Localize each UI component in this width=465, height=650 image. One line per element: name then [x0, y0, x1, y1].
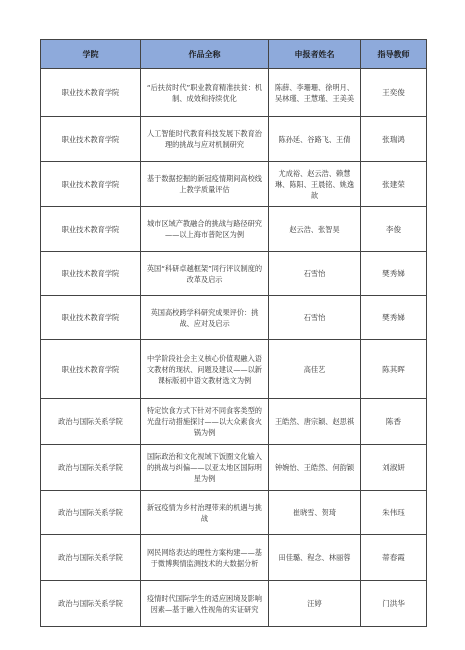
cell-names: 陈薛、李珊珊、徐明月、吴林瑾、王慧瑾、王美美: [269, 69, 361, 117]
table-row: [41, 581, 427, 627]
cell-title: 人工智能时代教育科技发展下教育治理的挑战与应对机制研究: [141, 117, 269, 162]
table-header: [41, 40, 427, 69]
cell-school: 职业技术教育学院: [41, 117, 141, 162]
cell-school: 政治与国际关系学院: [41, 445, 141, 491]
cell-names: 田佳璐、程念、林丽蓉: [269, 535, 361, 581]
table-row: [41, 445, 427, 491]
header-school: 学院: [41, 40, 141, 69]
cell-names: 陈孙延、谷路飞、王倩: [269, 117, 361, 162]
cell-title: 新冠疫情为乡村治理带来的机遇与挑战: [141, 491, 269, 535]
table-row: [41, 491, 427, 535]
cell-school: 政治与国际关系学院: [41, 581, 141, 627]
cell-advisor: 蒂春霞: [361, 535, 427, 581]
award-table: [40, 39, 427, 627]
cell-school: 职业技术教育学院: [41, 252, 141, 296]
header-title: 作品全称: [141, 40, 269, 69]
cell-title: 网民网络表达的理性方案构建——基于微博舆情监测技术的大数据分析: [141, 535, 269, 581]
table-row: [41, 535, 427, 581]
table-row: [41, 399, 427, 445]
cell-school: 职业技术教育学院: [41, 296, 141, 340]
cell-names: 尤成裕、赵云浩、赖慧琳、陈阳、王晨铭、姚逸歆: [269, 162, 361, 207]
cell-school: 职业技术教育学院: [41, 340, 141, 399]
cell-advisor: 张建荣: [361, 162, 427, 207]
cell-advisor: 樊秀娣: [361, 296, 427, 340]
cell-advisor: 樊秀娣: [361, 252, 427, 296]
header-row: [41, 40, 427, 69]
table-row: [41, 207, 427, 252]
cell-names: 王皓然、唐宗颖、赵思祺: [269, 399, 361, 445]
cell-advisor: 陈其晖: [361, 340, 427, 399]
cell-school: 政治与国际关系学院: [41, 535, 141, 581]
cell-title: 特定饮食方式下针对不同食客类型的光盘行动措施探讨——以大众素食火锅为例: [141, 399, 269, 445]
table-row: [41, 69, 427, 117]
cell-title: 英国“科研卓越框架”同行评议制度的改革及启示: [141, 252, 269, 296]
table-row: [41, 117, 427, 162]
cell-advisor: 朱伟珏: [361, 491, 427, 535]
cell-names: 汪婷: [269, 581, 361, 627]
cell-names: 崔晓雪、贺琦: [269, 491, 361, 535]
cell-title: “后扶贫时代”职业教育精准扶贫：机制、成效和持续优化: [141, 69, 269, 117]
header-advisor: 指导教师: [361, 40, 427, 69]
cell-advisor: 陈香: [361, 399, 427, 445]
cell-title: 城市区域产教融合的挑战与路径研究——以上海市普陀区为例: [141, 207, 269, 252]
cell-school: 政治与国际关系学院: [41, 491, 141, 535]
cell-title: 疫情时代国际学生的适应困境及影响因素—基于融入性视角的实证研究: [141, 581, 269, 627]
cell-advisor: 刘淑妍: [361, 445, 427, 491]
cell-names: 高佳艺: [269, 340, 361, 399]
cell-title: 中学阶段社会主义核心价值观融入语文教材的现状、问题及建议——以新课标版初中语文教材选文为例: [141, 340, 269, 399]
cell-title: 英国高校跨学科研究成果评价：挑战、应对及启示: [141, 296, 269, 340]
table-row: [41, 340, 427, 399]
table-row: [41, 296, 427, 340]
cell-names: 石雪怡: [269, 296, 361, 340]
cell-advisor: 王奕俊: [361, 69, 427, 117]
cell-advisor: 门洪华: [361, 581, 427, 627]
cell-names: 赵云浩、张智昊: [269, 207, 361, 252]
table-row: [41, 252, 427, 296]
cell-title: 国际政治和文化视域下饭圈文化输入的挑战与纠偏——以亚太地区国际明星为例: [141, 445, 269, 491]
cell-names: 钟婉怡、王皓然、何韵颖: [269, 445, 361, 491]
cell-names: 石雪怡: [269, 252, 361, 296]
table-body: [41, 69, 427, 627]
cell-school: 政治与国际关系学院: [41, 399, 141, 445]
cell-advisor: 张瑞鸿: [361, 117, 427, 162]
cell-school: 职业技术教育学院: [41, 207, 141, 252]
cell-advisor: 李俊: [361, 207, 427, 252]
table-row: [41, 162, 427, 207]
cell-title: 基于数据挖掘的新冠疫情期间高校线上教学质量评估: [141, 162, 269, 207]
cell-school: 职业技术教育学院: [41, 69, 141, 117]
cell-school: 职业技术教育学院: [41, 162, 141, 207]
header-names: 申报者姓名: [269, 40, 361, 69]
